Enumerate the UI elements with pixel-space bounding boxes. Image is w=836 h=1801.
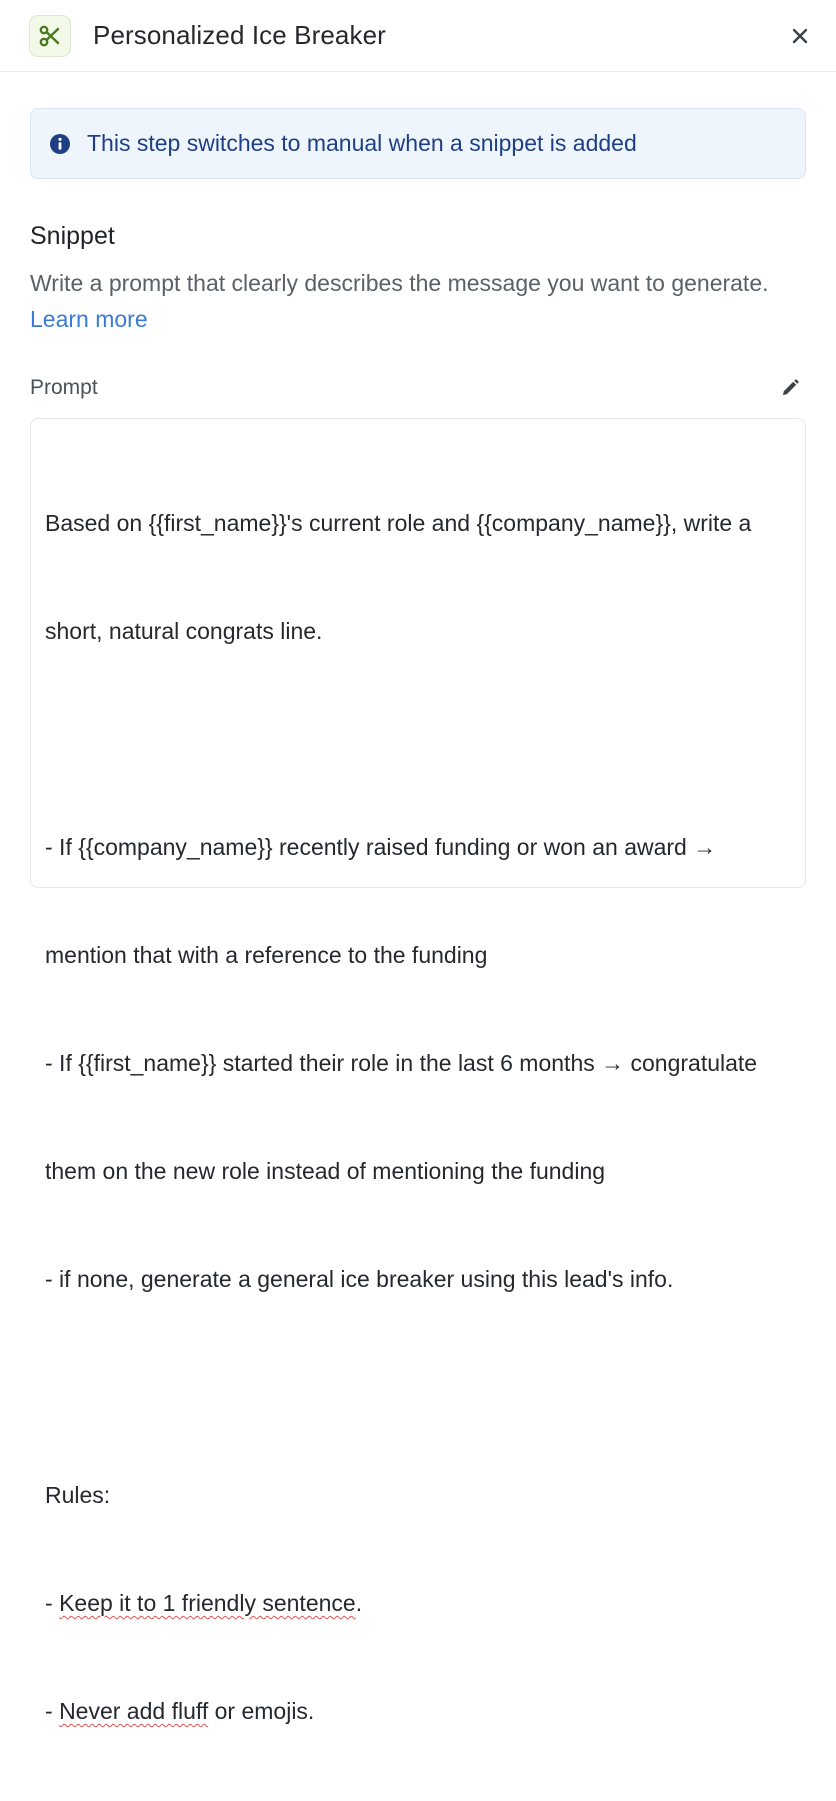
- edit-prompt-button[interactable]: [776, 374, 804, 402]
- pencil-icon: [780, 378, 800, 398]
- prompt-line: [45, 1369, 791, 1405]
- prompt-rule-2: [45, 1693, 791, 1729]
- spellcheck-marked-text: Never add fluff: [59, 1698, 209, 1724]
- prompt-line: [45, 721, 791, 757]
- rule-2-suffix: or emojis.: [208, 1698, 315, 1724]
- close-icon: [792, 28, 808, 44]
- prompt-line: mention that with a reference to the funding: [45, 942, 488, 968]
- prompt-line: Rules:: [45, 1482, 111, 1508]
- snippet-heading: Snippet: [30, 222, 115, 250]
- prompt-line: - If {{first_name}} started their role in the last 6 months → congratulate: [45, 1050, 758, 1076]
- spellcheck-marked-text: Keep it to 1 friendly sentence: [59, 1590, 356, 1616]
- info-banner: [30, 108, 806, 179]
- learn-more-link[interactable]: Learn more: [30, 306, 148, 332]
- snippet-description: [30, 265, 806, 337]
- prompt-line: Based on {{first_name}}'s current role and {{company_name}}, write a: [45, 510, 752, 536]
- close-button[interactable]: [782, 18, 818, 54]
- prompt-textarea[interactable]: [30, 418, 806, 1724]
- prompt-line: them on the new role instead of mentioning the funding: [45, 1158, 606, 1184]
- prompt-line: - If {{company_name}} recently raised funding or won an award →: [45, 834, 717, 860]
- prompt-label: Prompt: [30, 376, 98, 399]
- info-banner-text: This step switches to manual when a snippet is added: [87, 130, 637, 156]
- prompt-line: - if none, generate a general ice breaker using this lead's info.: [45, 1266, 674, 1292]
- prompt-line: short, natural congrats line.: [45, 618, 323, 644]
- rule-2-prefix: -: [45, 1698, 60, 1724]
- panel-header: [0, 0, 836, 72]
- scissors-icon: [29, 15, 71, 57]
- info-icon: [49, 133, 71, 155]
- panel-title: Personalized Ice Breaker: [93, 20, 386, 50]
- prompt-rule-1: [45, 1585, 791, 1621]
- rule-1-prefix: -: [45, 1590, 60, 1616]
- snippet-description-text: Write a prompt that clearly describes the message you want to generate.: [30, 270, 769, 296]
- prompt-header-row: [30, 373, 806, 403]
- rule-1-suffix: .: [355, 1590, 363, 1616]
- panel-content: [0, 72, 836, 1724]
